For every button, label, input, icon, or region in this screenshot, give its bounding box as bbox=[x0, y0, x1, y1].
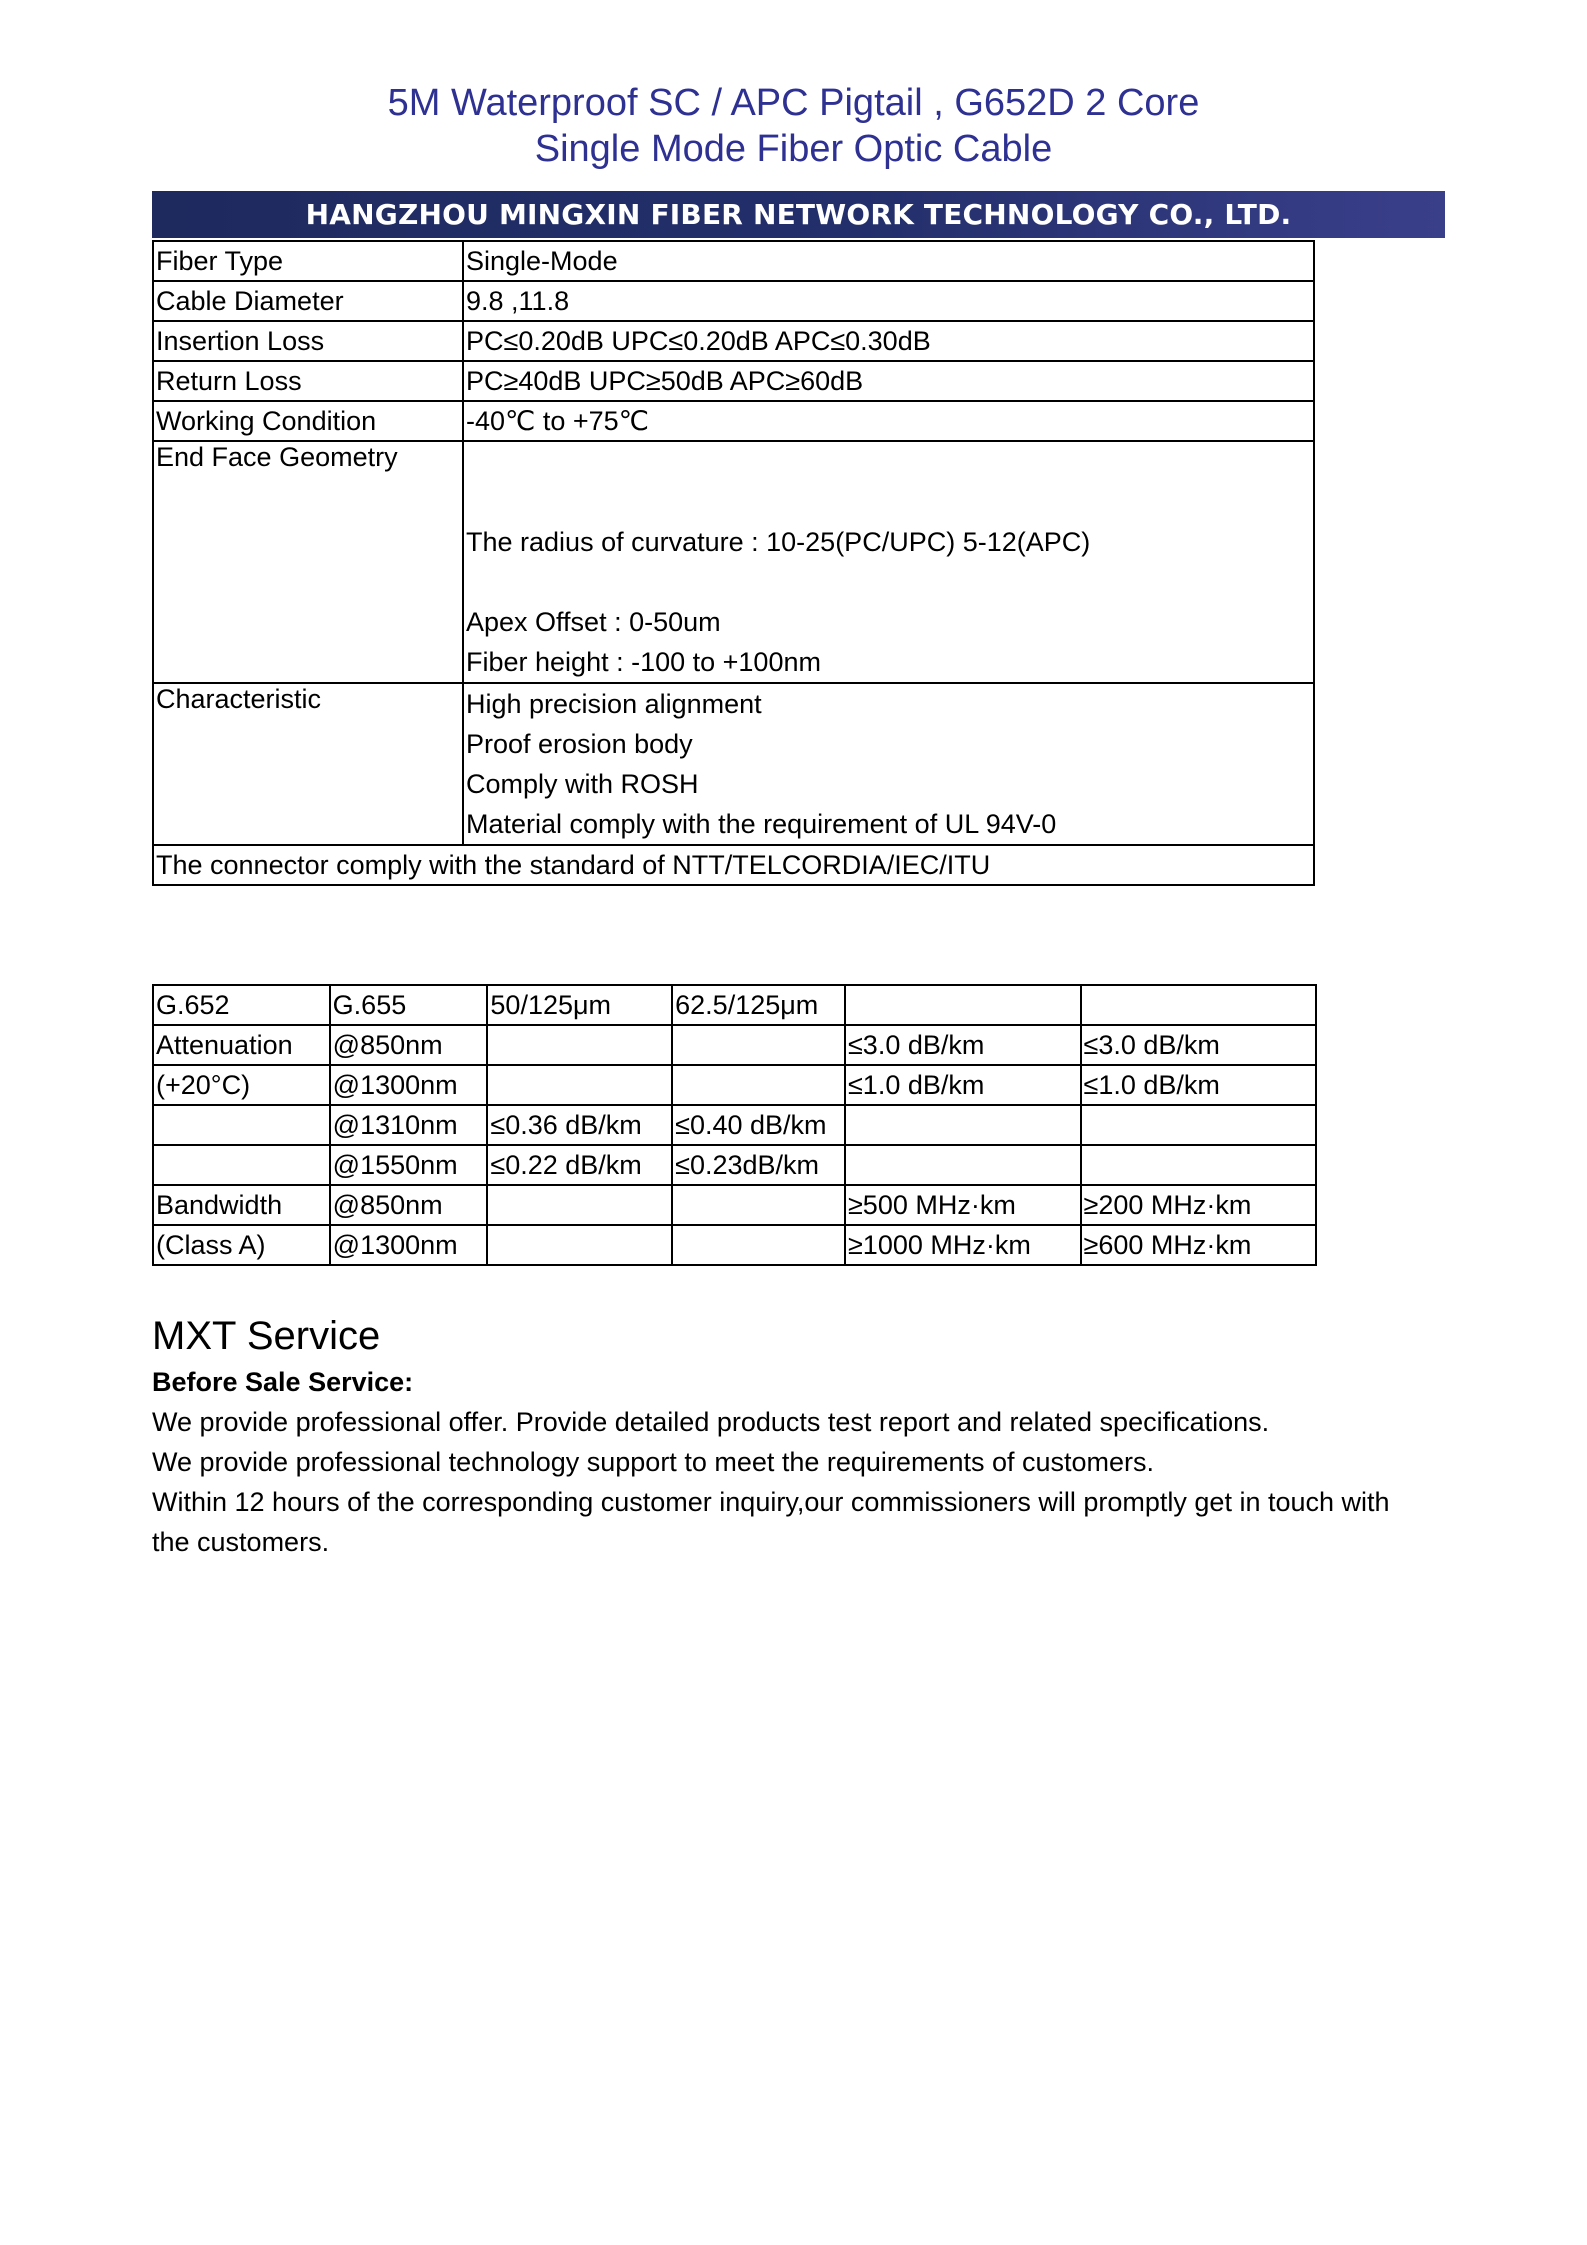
table-cell: ≥200 MHz·km bbox=[1081, 1185, 1316, 1225]
table-row bbox=[153, 845, 1314, 885]
characteristic-line: Material comply with the requirement of UL 94V-0 bbox=[466, 809, 1057, 839]
spec-value: PC≤0.20dB UPC≤0.20dB APC≤0.30dB bbox=[463, 321, 1314, 361]
table-row bbox=[153, 1025, 1316, 1065]
spec-value: Single-Mode bbox=[463, 241, 1314, 281]
table-cell: ≤0.22 dB/km bbox=[487, 1145, 672, 1185]
geometry-line: Apex Offset : 0-50um bbox=[466, 607, 721, 637]
characteristic-value bbox=[463, 683, 1314, 845]
table-row bbox=[153, 1225, 1316, 1265]
table-cell bbox=[153, 1105, 330, 1145]
geometry-line: Fiber height : -100 to +100nm bbox=[466, 647, 821, 677]
table-cell: ≥1000 MHz·km bbox=[845, 1225, 1081, 1265]
table-row bbox=[153, 241, 1314, 281]
characteristic-line: Comply with ROSH bbox=[466, 769, 699, 799]
table-cell bbox=[672, 1065, 845, 1105]
table-row bbox=[153, 321, 1314, 361]
geometry-value bbox=[463, 441, 1314, 683]
table-cell: ≥500 MHz·km bbox=[845, 1185, 1081, 1225]
page-title bbox=[0, 80, 1587, 172]
table-cell: @1310nm bbox=[330, 1105, 488, 1145]
table-cell: 62.5/125μm bbox=[672, 985, 845, 1025]
table-cell: ≤1.0 dB/km bbox=[1081, 1065, 1316, 1105]
spec-value: -40℃ to +75℃ bbox=[463, 401, 1314, 441]
spec-label: Insertion Loss bbox=[153, 321, 463, 361]
table-cell bbox=[487, 1025, 672, 1065]
spec-value: 9.8 ,11.8 bbox=[463, 281, 1314, 321]
table-cell: ≤0.23dB/km bbox=[672, 1145, 845, 1185]
spec-value: PC≥40dB UPC≥50dB APC≥60dB bbox=[463, 361, 1314, 401]
table-row bbox=[153, 401, 1314, 441]
spec-label: Cable Diameter bbox=[153, 281, 463, 321]
table-cell: ≤0.40 dB/km bbox=[672, 1105, 845, 1145]
table-cell: ≤3.0 dB/km bbox=[845, 1025, 1081, 1065]
service-paragraph: We provide professional technology support to meet the requirements of customers. bbox=[152, 1447, 1155, 1477]
table-cell bbox=[153, 1145, 330, 1185]
spec-label: Return Loss bbox=[153, 361, 463, 401]
table-cell: @850nm bbox=[330, 1025, 488, 1065]
table-cell bbox=[487, 1225, 672, 1265]
fiber-table bbox=[152, 984, 1317, 1266]
table-cell: @1300nm bbox=[330, 1065, 488, 1105]
service-section bbox=[152, 1310, 1452, 1562]
table-cell: @1550nm bbox=[330, 1145, 488, 1185]
table-cell: Bandwidth bbox=[153, 1185, 330, 1225]
service-paragraph: Within 12 hours of the corresponding customer inquiry,our commissioners will promptly get in touch with bbox=[152, 1487, 1390, 1517]
table-cell: ≤3.0 dB/km bbox=[1081, 1025, 1316, 1065]
table-cell bbox=[672, 1185, 845, 1225]
company-banner: HANGZHOU MINGXIN FIBER NETWORK TECHNOLOGY CO., LTD. bbox=[152, 191, 1445, 238]
service-paragraph: We provide professional offer. Provide detailed products test report and related specifications. bbox=[152, 1407, 1270, 1437]
table-cell bbox=[845, 1105, 1081, 1145]
table-cell: @850nm bbox=[330, 1185, 488, 1225]
service-paragraph: the customers. bbox=[152, 1527, 330, 1557]
title-line-2: Single Mode Fiber Optic Cable bbox=[534, 128, 1053, 170]
table-cell bbox=[487, 1185, 672, 1225]
table-cell bbox=[845, 985, 1081, 1025]
table-cell: G.652 bbox=[153, 985, 330, 1025]
table-row bbox=[153, 985, 1316, 1025]
table-cell: ≤1.0 dB/km bbox=[845, 1065, 1081, 1105]
service-subheading: Before Sale Service: bbox=[152, 1367, 414, 1397]
characteristic-label: Characteristic bbox=[153, 683, 463, 845]
table-cell: (+20°C) bbox=[153, 1065, 330, 1105]
table-cell bbox=[1081, 1105, 1316, 1145]
table-row bbox=[153, 1105, 1316, 1145]
table-row bbox=[153, 1185, 1316, 1225]
table-cell bbox=[1081, 1145, 1316, 1185]
table-row bbox=[153, 1145, 1316, 1185]
title-line-1: 5M Waterproof SC / APC Pigtail , G652D 2 Core bbox=[387, 82, 1200, 124]
table-row bbox=[153, 281, 1314, 321]
table-row bbox=[153, 361, 1314, 401]
table-cell: ≤0.36 dB/km bbox=[487, 1105, 672, 1145]
table-row bbox=[153, 1065, 1316, 1105]
table-cell: (Class A) bbox=[153, 1225, 330, 1265]
table-cell: ≥600 MHz·km bbox=[1081, 1225, 1316, 1265]
spec-label: Working Condition bbox=[153, 401, 463, 441]
table-cell bbox=[845, 1145, 1081, 1185]
geometry-line: The radius of curvature : 10-25(PC/UPC) 5-12(APC) bbox=[466, 527, 1091, 557]
table-cell: G.655 bbox=[330, 985, 488, 1025]
service-heading: MXT Service bbox=[152, 1314, 381, 1358]
table-row bbox=[153, 683, 1314, 845]
table-cell bbox=[672, 1025, 845, 1065]
characteristic-line: Proof erosion body bbox=[466, 729, 693, 759]
characteristic-line: High precision alignment bbox=[466, 689, 762, 719]
table-cell bbox=[1081, 985, 1316, 1025]
spec-label: Fiber Type bbox=[153, 241, 463, 281]
spec-table bbox=[152, 240, 1315, 886]
table-cell bbox=[672, 1225, 845, 1265]
table-row bbox=[153, 441, 1314, 683]
table-cell: @1300nm bbox=[330, 1225, 488, 1265]
table-cell: 50/125μm bbox=[487, 985, 672, 1025]
geometry-label: End Face Geometry bbox=[153, 441, 463, 683]
table-cell bbox=[487, 1065, 672, 1105]
standard-note: The connector comply with the standard of NTT/TELCORDIA/IEC/ITU bbox=[153, 845, 1314, 885]
table-cell: Attenuation bbox=[153, 1025, 330, 1065]
